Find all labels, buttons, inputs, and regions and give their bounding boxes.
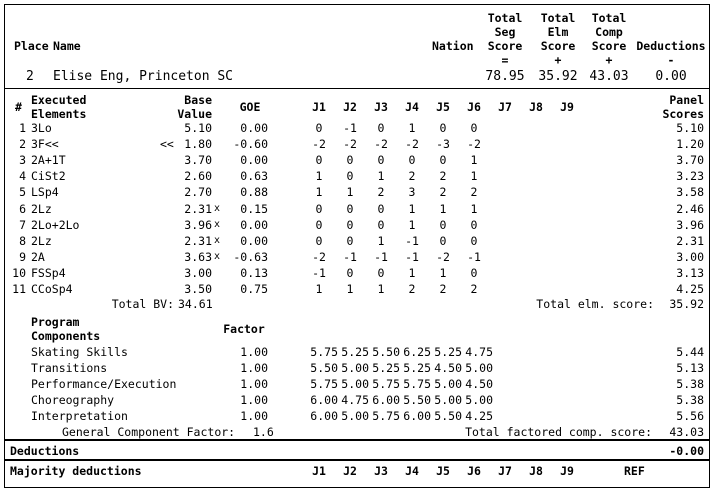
element-judge-score: -1 (312, 265, 326, 280)
element-judge-score: 1 (315, 185, 323, 200)
col-panel-1: Panel (669, 93, 704, 107)
deductions-value: -0.00 (669, 444, 704, 458)
element-name: 3Lo (31, 121, 52, 135)
tfc-label: Total factored comp. score: (465, 425, 652, 439)
element-judge-score: 2 (408, 282, 416, 296)
element-judge-score: 3 (408, 185, 416, 200)
header-tes-2: Elm (547, 25, 569, 39)
element-base-value: 3.96 (184, 217, 212, 232)
component-judge-score: 5.25 (341, 345, 369, 359)
element-name: 3F<< (31, 137, 59, 152)
element-goe: -0.60 (233, 137, 268, 152)
col-panel-2: Scores (662, 107, 704, 121)
element-judge-score: -1 (405, 249, 419, 264)
component-judge-score: 5.75 (372, 409, 400, 423)
element-judge-score: 1 (346, 282, 354, 296)
element-number: 10 (12, 265, 26, 280)
element-name: 2A (31, 249, 45, 264)
element-bonus-mark: x (214, 202, 221, 214)
col-goe: GOE (239, 100, 261, 114)
element-judge-score: -3 (436, 137, 450, 152)
element-goe: 0.00 (240, 121, 268, 135)
majority-judge-1: J1 (312, 464, 326, 478)
element-name: 2A+1T (31, 153, 66, 168)
component-judge-score: 4.50 (465, 377, 493, 391)
element-judge-score: 0 (346, 169, 354, 184)
total-elm: 35.92 (669, 297, 704, 311)
component-factor: 1.00 (240, 377, 268, 391)
header-tss-4: = (501, 53, 509, 67)
component-judge-score: 5.75 (403, 377, 431, 391)
header-tes-4: + (554, 53, 562, 67)
header-nation: Nation (432, 39, 474, 53)
element-judge-score: 0 (470, 121, 478, 135)
element-judge-score: 0 (346, 201, 354, 216)
element-base-value: 2.60 (184, 169, 212, 184)
header-pcs-2: Comp (595, 25, 623, 39)
element-goe: 0.13 (240, 265, 268, 280)
element-goe: 0.15 (240, 201, 268, 216)
element-judge-score: 1 (439, 265, 447, 280)
component-judge-score: 6.00 (372, 393, 400, 407)
element-judge-score: 1 (408, 121, 416, 135)
majority-judge-4: J4 (405, 464, 419, 478)
element-name: FSSp4 (31, 265, 66, 280)
element-judge-score: 0 (315, 217, 323, 232)
header-tes-3: Score (540, 39, 576, 53)
element-panel-score: 3.23 (676, 169, 704, 184)
total-elm-label: Total elm. score: (536, 297, 654, 311)
element-goe: 0.63 (240, 169, 268, 184)
element-judge-score: 1 (377, 282, 385, 296)
component-judge-score: 5.25 (434, 345, 462, 359)
element-name: CCoSp4 (31, 282, 73, 296)
component-judge-score: 4.75 (465, 345, 493, 359)
element-number: 2 (19, 137, 26, 152)
element-judge-score: 1 (470, 201, 478, 216)
majority-judge-7: J7 (498, 464, 512, 478)
element-judge-score: 2 (439, 169, 447, 184)
component-judge-score: 5.50 (310, 361, 338, 375)
header-ded-1: Deductions (636, 39, 706, 53)
element-judge-score: 1 (346, 185, 354, 200)
component-panel-score: 5.44 (676, 345, 704, 359)
element-judge-score: 2 (377, 185, 385, 200)
component-judge-score: 4.50 (434, 361, 462, 375)
element-bonus-mark: x (214, 250, 221, 262)
component-name: Skating Skills (31, 345, 128, 359)
element-goe: -0.63 (233, 249, 268, 264)
element-name: 2Lz (31, 201, 52, 216)
element-base-value: 3.63 (184, 249, 212, 264)
element-goe: 0.00 (240, 217, 268, 232)
component-name: Interpretation (31, 409, 128, 423)
element-bonus-mark: x (214, 234, 221, 246)
element-judge-score: -2 (343, 137, 357, 152)
element-number: 9 (19, 249, 26, 264)
skater-pcs: 43.03 (589, 69, 629, 84)
skater-tss: 78.95 (485, 69, 525, 84)
element-panel-score: 3.70 (676, 153, 704, 168)
component-judge-score: 4.75 (341, 393, 369, 407)
deductions-frame (4, 440, 710, 460)
component-judge-score: 5.50 (403, 393, 431, 407)
col-bv-2: Value (177, 107, 212, 121)
element-goe: 0.88 (240, 185, 268, 200)
header-tss-1: Total (487, 11, 523, 25)
component-judge-score: 5.00 (434, 377, 462, 391)
element-panel-score: 3.58 (676, 185, 704, 200)
component-judge-score: 6.00 (310, 409, 338, 423)
tfc-value: 43.03 (669, 425, 704, 439)
total-bv: 34.61 (178, 297, 213, 311)
element-judge-score: -2 (436, 249, 450, 264)
header-tes-1: Total (540, 11, 576, 25)
element-panel-score: 2.46 (676, 201, 704, 216)
element-base-value: 5.10 (184, 121, 212, 135)
element-base-value: 2.31 (184, 201, 212, 216)
judge-header-7: J7 (498, 100, 512, 114)
component-judge-score: 5.25 (403, 361, 431, 375)
element-judge-score: 0 (470, 217, 478, 232)
element-judge-score: -2 (374, 137, 388, 152)
components-title-1: Program (31, 315, 80, 329)
element-number: 3 (19, 153, 26, 168)
total-bv-label: Total BV: (111, 297, 174, 311)
element-judge-score: 0 (470, 265, 478, 280)
element-judge-score: 0 (439, 217, 447, 232)
element-judge-score: 0 (377, 153, 385, 168)
score-sheet (4, 4, 710, 488)
element-bonus-mark: x (214, 218, 221, 230)
judge-header-9: J9 (560, 100, 574, 114)
majority-judge-6: J6 (467, 464, 481, 478)
element-goe: 0.00 (240, 153, 268, 168)
skater-place: 2 (26, 69, 34, 84)
component-panel-score: 5.56 (676, 409, 704, 423)
element-judge-score: 1 (408, 217, 416, 232)
element-number: 7 (19, 217, 26, 232)
header-divider (4, 88, 710, 89)
element-judge-score: 0 (439, 153, 447, 168)
col-exec-1: Executed (31, 93, 87, 107)
element-judge-score: 0 (377, 121, 385, 135)
element-judge-score: 0 (470, 233, 478, 248)
component-judge-score: 5.00 (341, 409, 369, 423)
element-name: CiSt2 (31, 169, 66, 184)
element-judge-score: 1 (377, 169, 385, 184)
element-base-value: 3.70 (184, 153, 212, 168)
judge-header-2: J2 (343, 100, 357, 114)
element-panel-score: 3.00 (676, 249, 704, 264)
element-base-value: 2.70 (184, 185, 212, 200)
element-judge-score: 0 (377, 265, 385, 280)
element-judge-score: 2 (408, 169, 416, 184)
element-name: 2Lo+2Lo (31, 217, 80, 232)
element-judge-score: 2 (439, 282, 447, 296)
element-judge-score: 1 (408, 265, 416, 280)
element-judge-score: 0 (346, 233, 354, 248)
element-base-value: 2.31 (184, 233, 212, 248)
component-name: Choreography (31, 393, 115, 407)
component-judge-score: 5.75 (310, 345, 338, 359)
component-judge-score: 5.00 (434, 393, 462, 407)
component-factor: 1.00 (240, 361, 268, 375)
header-tss-3: Score (487, 39, 523, 53)
component-judge-score: 5.00 (465, 393, 493, 407)
judge-header-6: J6 (467, 100, 481, 114)
element-base-value: 3.50 (184, 282, 212, 296)
skater-ded: 0.00 (655, 69, 687, 84)
element-name: 2Lz (31, 233, 52, 248)
component-judge-score: 5.50 (372, 345, 400, 359)
judge-header-8: J8 (529, 100, 543, 114)
judge-header-1: J1 (312, 100, 326, 114)
majority-judge-8: J8 (529, 464, 543, 478)
component-judge-score: 5.00 (341, 377, 369, 391)
element-panel-score: 4.25 (676, 282, 704, 296)
component-name: Transitions (31, 361, 108, 375)
element-judge-score: 1 (470, 169, 478, 184)
majority-judge-2: J2 (343, 464, 357, 478)
judge-header-4: J4 (405, 100, 419, 114)
component-judge-score: 5.00 (341, 361, 369, 375)
header-pcs-4: + (605, 53, 613, 67)
component-panel-score: 5.38 (676, 377, 704, 391)
element-judge-score: -1 (467, 249, 481, 264)
element-judge-score: 2 (470, 185, 478, 200)
element-panel-score: 2.31 (676, 233, 704, 248)
col-bv-1: Base (184, 93, 212, 107)
component-judge-score: 5.00 (465, 361, 493, 375)
col-num: # (15, 100, 22, 114)
deductions-label: Deductions (10, 444, 80, 458)
element-judge-score: -1 (343, 249, 357, 264)
header-ded-2: - (667, 53, 675, 67)
gcf-value: 1.6 (253, 425, 274, 439)
element-judge-score: 1 (377, 233, 385, 248)
component-panel-score: 5.13 (676, 361, 704, 375)
judge-header-3: J3 (374, 100, 388, 114)
element-judge-score: -1 (374, 249, 388, 264)
element-base-value: 1.80 (184, 137, 212, 152)
component-judge-score: 5.75 (310, 377, 338, 391)
element-judge-score: 0 (315, 121, 323, 135)
component-factor: 1.00 (240, 345, 268, 359)
element-base-value: 3.00 (184, 265, 212, 280)
element-number: 6 (19, 201, 26, 216)
element-judge-score: -1 (343, 121, 357, 135)
element-judge-score: 1 (470, 153, 478, 168)
component-name: Performance/Execution (31, 377, 177, 391)
element-panel-score: 5.10 (676, 121, 704, 135)
element-judge-score: 2 (470, 282, 478, 296)
component-judge-score: 6.00 (403, 409, 431, 423)
col-exec-2: Elements (31, 107, 87, 121)
element-judge-score: 1 (315, 169, 323, 184)
element-judge-score: 0 (346, 265, 354, 280)
element-judge-score: 0 (439, 121, 447, 135)
header-pcs-1: Total (591, 11, 627, 25)
component-factor: 1.00 (240, 409, 268, 423)
element-judge-score: 0 (346, 217, 354, 232)
element-judge-score: -1 (405, 233, 419, 248)
element-judge-score: 2 (439, 185, 447, 200)
element-goe: 0.00 (240, 233, 268, 248)
element-judge-score: 0 (315, 201, 323, 216)
skater-name: Elise Eng, Princeton SC (53, 69, 234, 84)
component-judge-score: 5.75 (372, 377, 400, 391)
element-name: LSp4 (31, 185, 59, 200)
skater-tes: 35.92 (538, 69, 578, 84)
element-judge-score: -2 (312, 249, 326, 264)
component-factor: 1.00 (240, 393, 268, 407)
element-judge-score: 0 (346, 153, 354, 168)
element-judge-score: -2 (467, 137, 481, 152)
header-name: Name (53, 39, 81, 53)
header-pcs-3: Score (591, 39, 627, 53)
element-judge-score: 1 (315, 282, 323, 296)
element-goe: 0.75 (240, 282, 268, 296)
judge-header-5: J5 (436, 100, 450, 114)
element-judge-score: 0 (439, 233, 447, 248)
element-judge-score: 0 (315, 153, 323, 168)
element-panel-score: 1.20 (676, 137, 704, 152)
element-panel-score: 3.13 (676, 265, 704, 280)
element-judge-score: 0 (377, 201, 385, 216)
element-judge-score: 0 (315, 233, 323, 248)
component-judge-score: 5.50 (434, 409, 462, 423)
element-panel-score: 3.96 (676, 217, 704, 232)
component-judge-score: 4.25 (465, 409, 493, 423)
element-judge-score: 1 (408, 201, 416, 216)
component-judge-score: 5.25 (372, 361, 400, 375)
majority-ref: REF (624, 464, 645, 478)
component-panel-score: 5.38 (676, 393, 704, 407)
element-judge-score: -2 (312, 137, 326, 152)
gcf-label: General Component Factor: (62, 425, 236, 439)
element-judge-score: 0 (377, 217, 385, 232)
element-number: 5 (19, 185, 26, 200)
element-judge-score: 1 (439, 201, 447, 216)
majority-judge-3: J3 (374, 464, 388, 478)
majority-label: Majority deductions (10, 464, 142, 478)
majority-judge-9: J9 (560, 464, 574, 478)
element-number: 1 (19, 121, 26, 135)
majority-judge-5: J5 (436, 464, 450, 478)
component-judge-score: 6.00 (310, 393, 338, 407)
components-title-2: Components (31, 329, 101, 343)
header-tss-2: Seg (494, 25, 516, 39)
header-place: Place (14, 39, 49, 53)
element-number: 4 (19, 169, 26, 184)
element-number: 8 (19, 233, 26, 248)
element-judge-score: 0 (408, 153, 416, 168)
element-info: << (160, 137, 174, 152)
element-judge-score: -2 (405, 137, 419, 152)
element-number: 11 (12, 282, 26, 296)
component-judge-score: 6.25 (403, 345, 431, 359)
components-factor: Factor (223, 322, 265, 336)
